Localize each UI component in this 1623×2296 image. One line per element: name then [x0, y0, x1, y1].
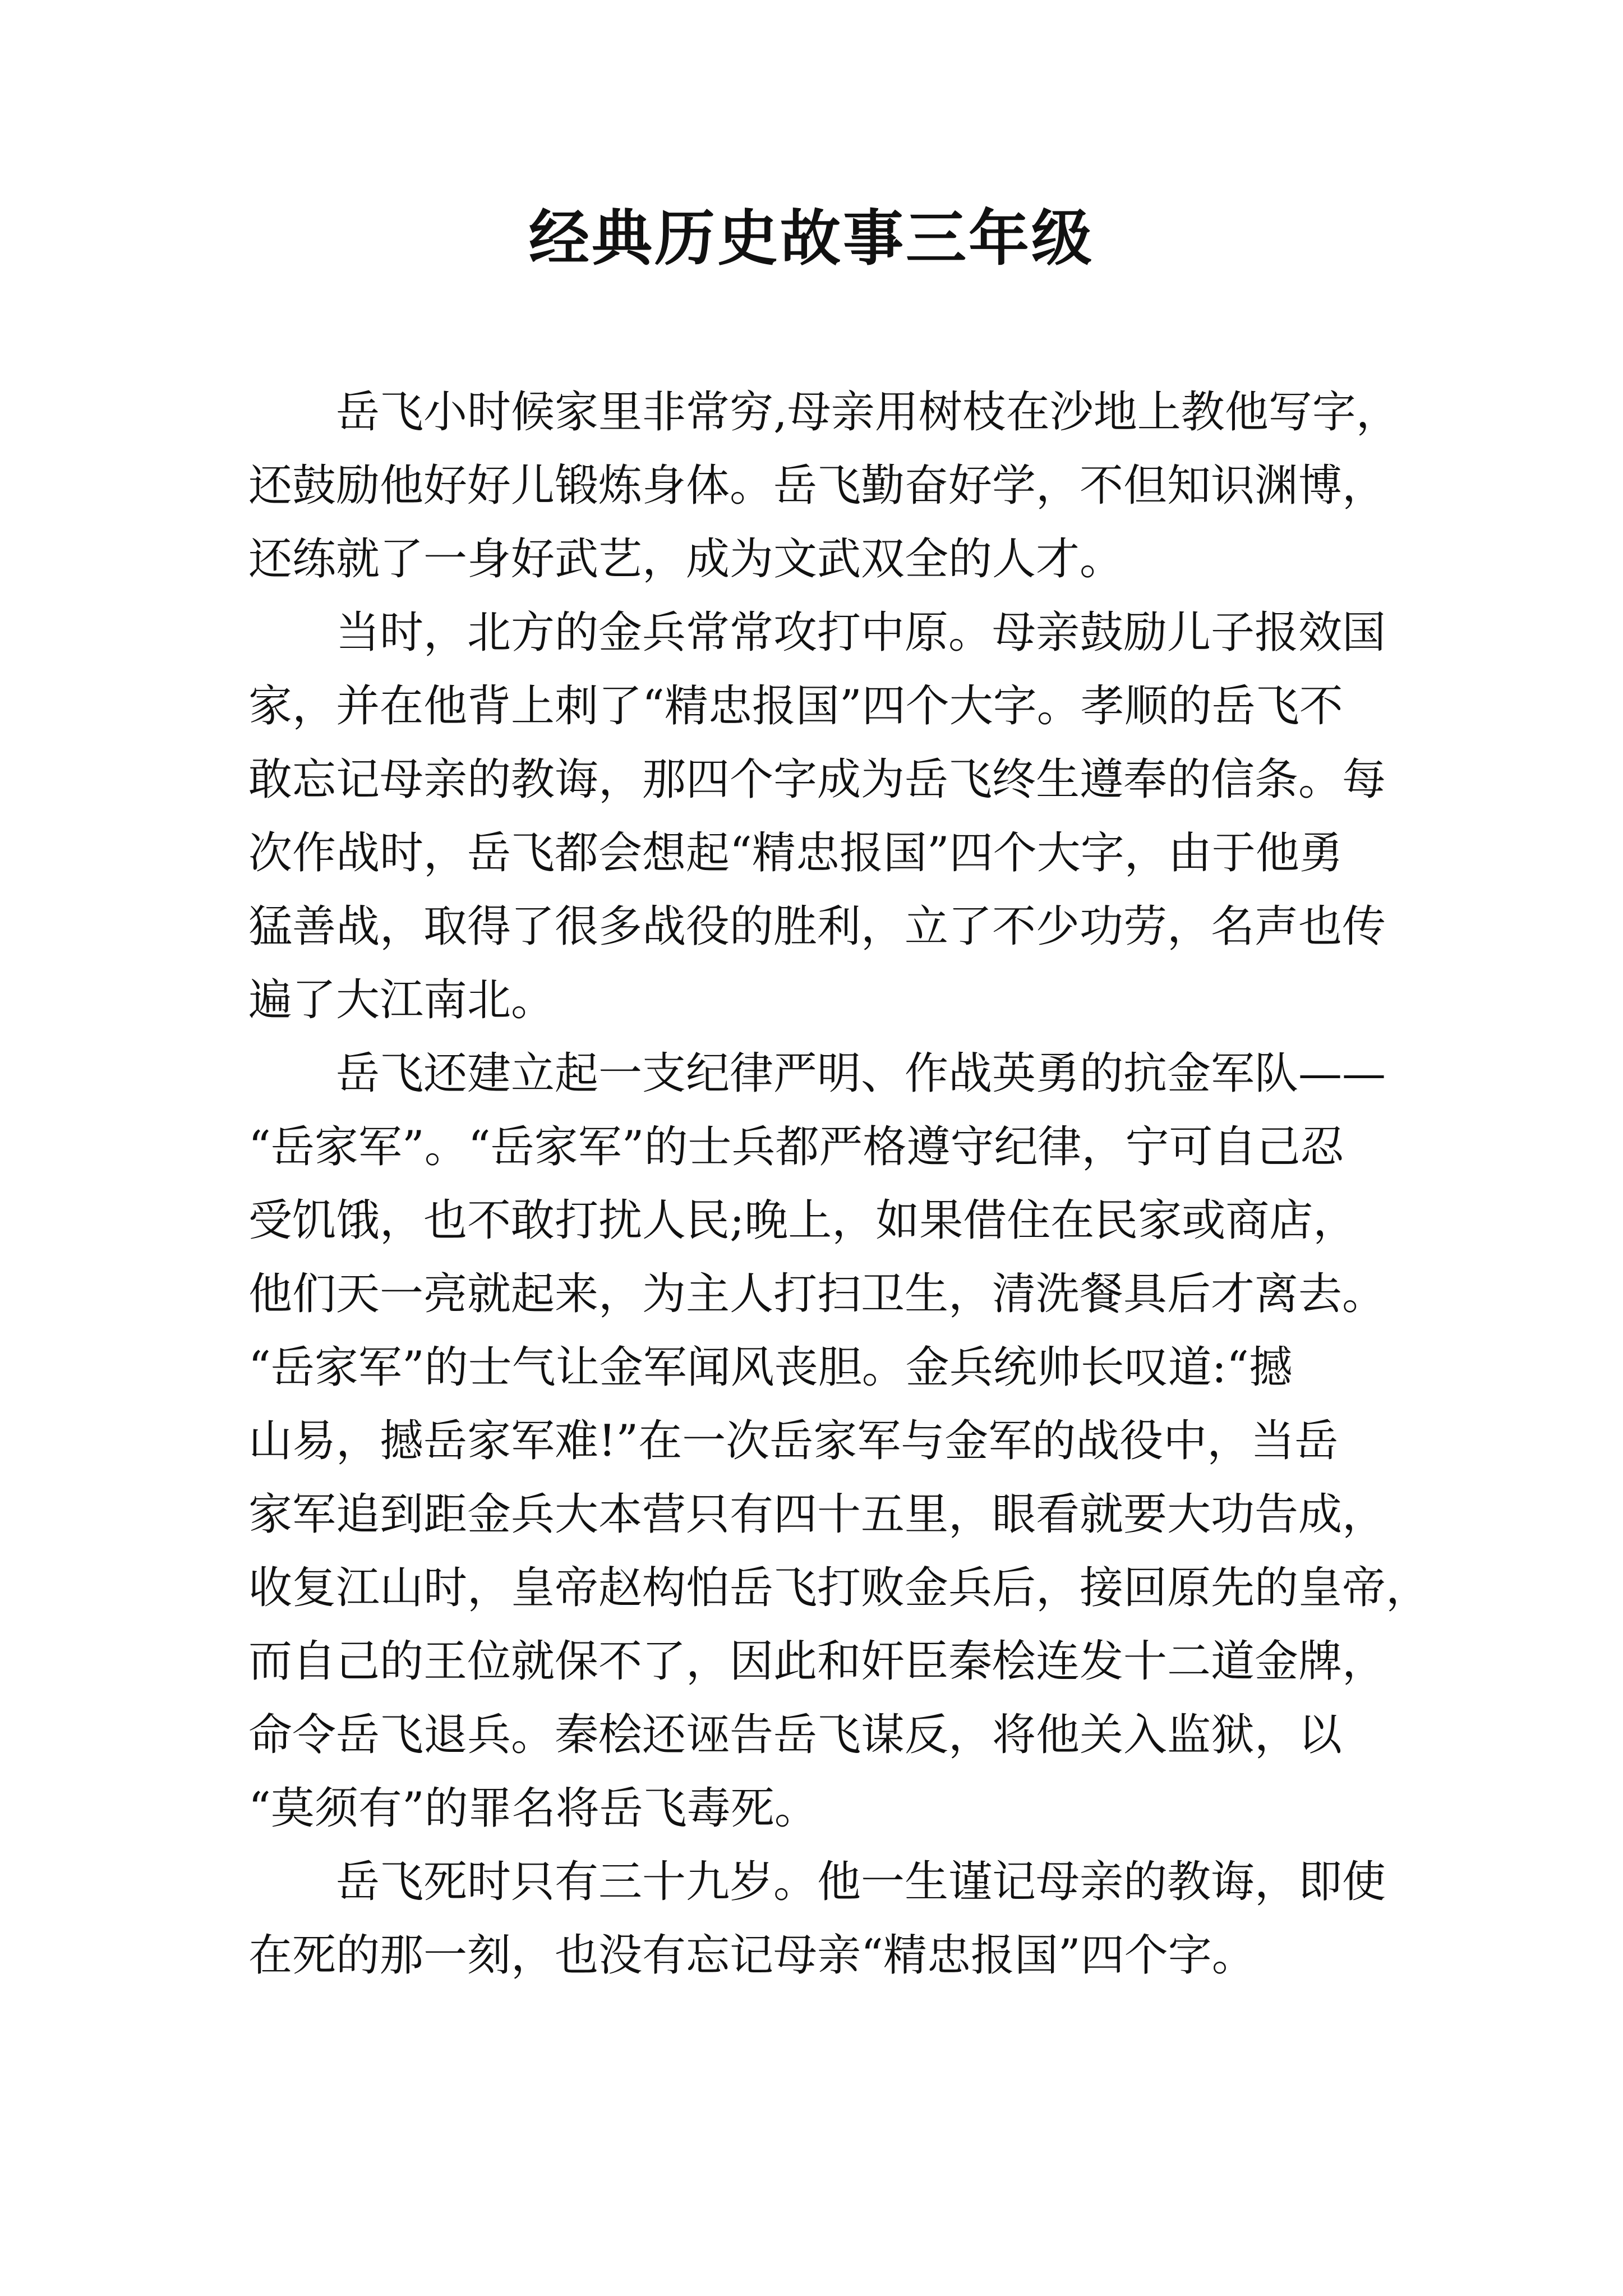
- paragraph-2: [248, 596, 1409, 1037]
- paragraph-3: [248, 1037, 1430, 1846]
- text-line: “岳家军”的士气让金军闻风丧胆。金兵统帅长叹道:“撼: [248, 1342, 1293, 1393]
- text-line: 收复江山时，皇帝赵构怕岳飞打败金兵后，接回原先的皇帝，: [248, 1563, 1430, 1613]
- text-line: 山易，撼岳家军难!”在一次岳家军与金军的战役中，当岳: [248, 1416, 1339, 1466]
- text-line: 遍了大江南北。: [248, 975, 555, 1025]
- text-line: 家军追到距金兵大本营只有四十五里，眼看就要大功告成，: [248, 1489, 1386, 1540]
- text-line: 受饥饿，也不敢打扰人民;晚上，如果借住在民家或商店，: [248, 1195, 1357, 1246]
- document-title: 经典历史故事三年级: [528, 203, 1094, 274]
- text-line: 岳飞死时只有三十九岁。他一生谨记母亲的教诲，即使: [336, 1857, 1386, 1907]
- text-line: 在死的那一刻，也没有忘记母亲“精忠报国”四个字。: [248, 1930, 1256, 1981]
- text-line: 还练就了一身好武艺，成为文武双全的人才。: [248, 534, 1124, 585]
- text-line: 岳飞还建立起一支纪律严明、作战英勇的抗金军队——: [336, 1048, 1386, 1099]
- document-body: [248, 376, 1430, 1993]
- text-line: “莫须有”的罪名将岳飞毒死。: [248, 1783, 818, 1834]
- text-line: 家，并在他背上刺了“精忠报国”四个大字。孝顺的岳飞不: [248, 681, 1343, 731]
- text-line: 命令岳飞退兵。秦桧还诬告岳飞谋反，将他关入监狱，以: [248, 1710, 1343, 1760]
- text-line: 还鼓励他好好儿锻炼身体。岳飞勤奋好学，不但知识渊博，: [248, 461, 1386, 511]
- text-line: 岳飞小时候家里非常穷,母亲用树枝在沙地上教他写字，: [336, 387, 1400, 438]
- text-line: 敢忘记母亲的教诲，那四个字成为岳飞终生遵奉的信条。每: [248, 754, 1386, 805]
- paragraph-1: [248, 376, 1409, 596]
- text-line: 他们天一亮就起来，为主人打扫卫生，清洗餐具后才离去。: [248, 1269, 1386, 1319]
- text-line: 当时，北方的金兵常常攻打中原。母亲鼓励儿子报效国: [336, 608, 1386, 658]
- text-line: 次作战时，岳飞都会想起“精忠报国”四个大字，由于他勇: [248, 828, 1343, 878]
- text-line: “岳家军”。“岳家军”的士兵都严格遵守纪律，宁可自己忍: [248, 1122, 1344, 1172]
- text-line: 而自己的王位就保不了，因此和奸臣秦桧连发十二道金牌，: [248, 1636, 1386, 1687]
- text-line: 猛善战，取得了很多战役的胜利，立了不少功劳，名声也传: [248, 901, 1386, 952]
- paragraph-4: [248, 1846, 1409, 1993]
